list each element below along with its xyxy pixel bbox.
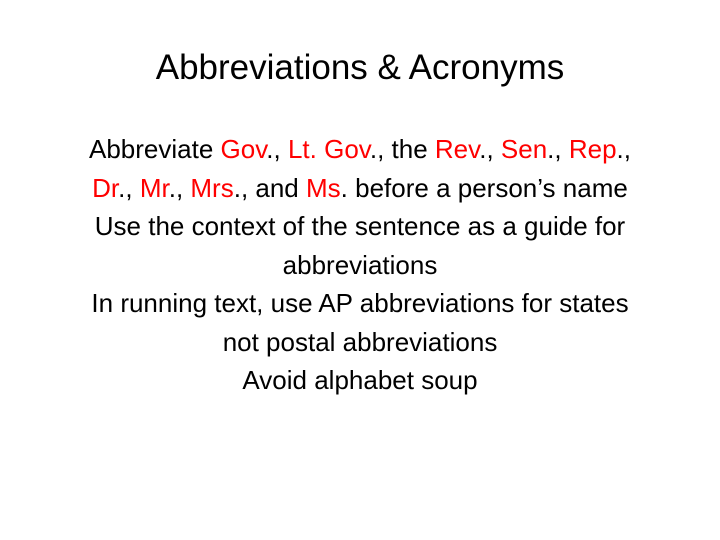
text-run: ., and [233, 172, 306, 203]
bullet-3-line-2: not postal abbreviations [222, 326, 498, 357]
abbreviation-ms: Ms [306, 172, 341, 203]
text-run: Abbreviate [89, 134, 221, 164]
abbreviation-dr: Dr [92, 172, 119, 203]
abbreviation-sen: Sen [500, 134, 548, 164]
abbreviation-rev: Rev [434, 134, 480, 164]
abbreviation-gov: Gov [220, 134, 267, 164]
text-run: ., [616, 134, 631, 164]
bullet-1-line-1 [40, 130, 680, 169]
slide-title: Abbreviations & Acronyms [155, 48, 565, 87]
text-run: ., [547, 134, 569, 164]
slide-body [40, 130, 680, 400]
bullet-4-line-1: Avoid alphabet soup [242, 365, 478, 395]
abbreviation-mrs: Mrs [190, 172, 234, 203]
bullet-2-line-2: abbreviations [282, 249, 438, 280]
text-run: ., [168, 172, 191, 203]
bullet-2-line-1: Use the context of the sentence as a guide for [94, 211, 626, 241]
abbreviation-mr: Mr [139, 172, 169, 203]
bullet-1-line-2 [40, 169, 680, 208]
abbreviation-rep: Rep [568, 134, 617, 164]
abbreviation-lt-gov: Lt. Gov [287, 134, 370, 164]
text-run: ., [479, 134, 501, 164]
text-run: . before a person’s name [340, 172, 628, 203]
text-run: ., [266, 134, 288, 164]
text-run: ., the [369, 134, 435, 164]
bullet-3-line-1: In running text, use AP abbreviations for states [91, 288, 629, 318]
text-run: ., [118, 172, 140, 203]
